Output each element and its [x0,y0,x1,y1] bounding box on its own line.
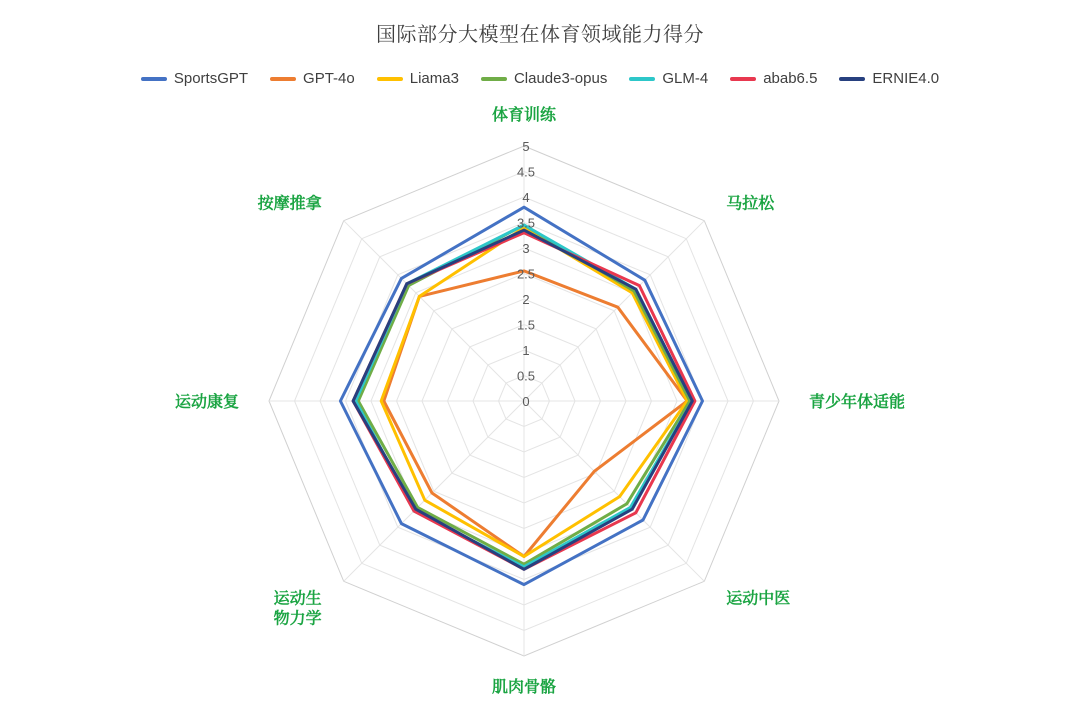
axis-label-6: 运动康复 [174,394,239,411]
legend-label: abab6.5 [763,70,818,87]
axis-label-7: 按摩推拿 [257,195,322,213]
axis-label-1: 马拉松 [726,195,775,213]
radial-tick-label: 3.5 [516,215,536,231]
axis-label-3: 运动中医 [726,590,791,608]
radar-tick-labels [517,139,535,409]
legend-label: SportsGPT [173,70,249,87]
radial-tick-label: 0.5 [516,368,536,384]
radial-tick-label: 3 [522,241,530,256]
chart-title: 国际部分大模型在体育领域能力得分 [376,24,704,46]
radial-tick-label: 4.5 [516,164,536,180]
legend-label: GLM-4 [662,70,709,87]
legend-label: Liama3 [409,70,459,87]
axis-label-2: 青少年体适能 [809,394,906,411]
legend-label: Claude3-opus [513,70,608,87]
radial-tick-label: 2 [522,292,530,307]
radial-tick-label: 2.5 [516,266,536,282]
axis-label-4: 肌肉骨骼 [491,679,557,696]
radial-tick-label: 4 [522,190,530,205]
radial-tick-label: 1 [522,343,530,358]
radial-tick-label: 1.5 [516,317,536,333]
legend-label: ERNIE4.0 [872,70,940,87]
axis-label-5: 运动生物力学 [273,590,322,628]
axis-label-0: 体育训练 [491,107,557,124]
radial-tick-label: 5 [522,139,530,154]
legend-label: GPT-4o [303,70,355,87]
radial-tick-label: 0 [522,394,530,409]
